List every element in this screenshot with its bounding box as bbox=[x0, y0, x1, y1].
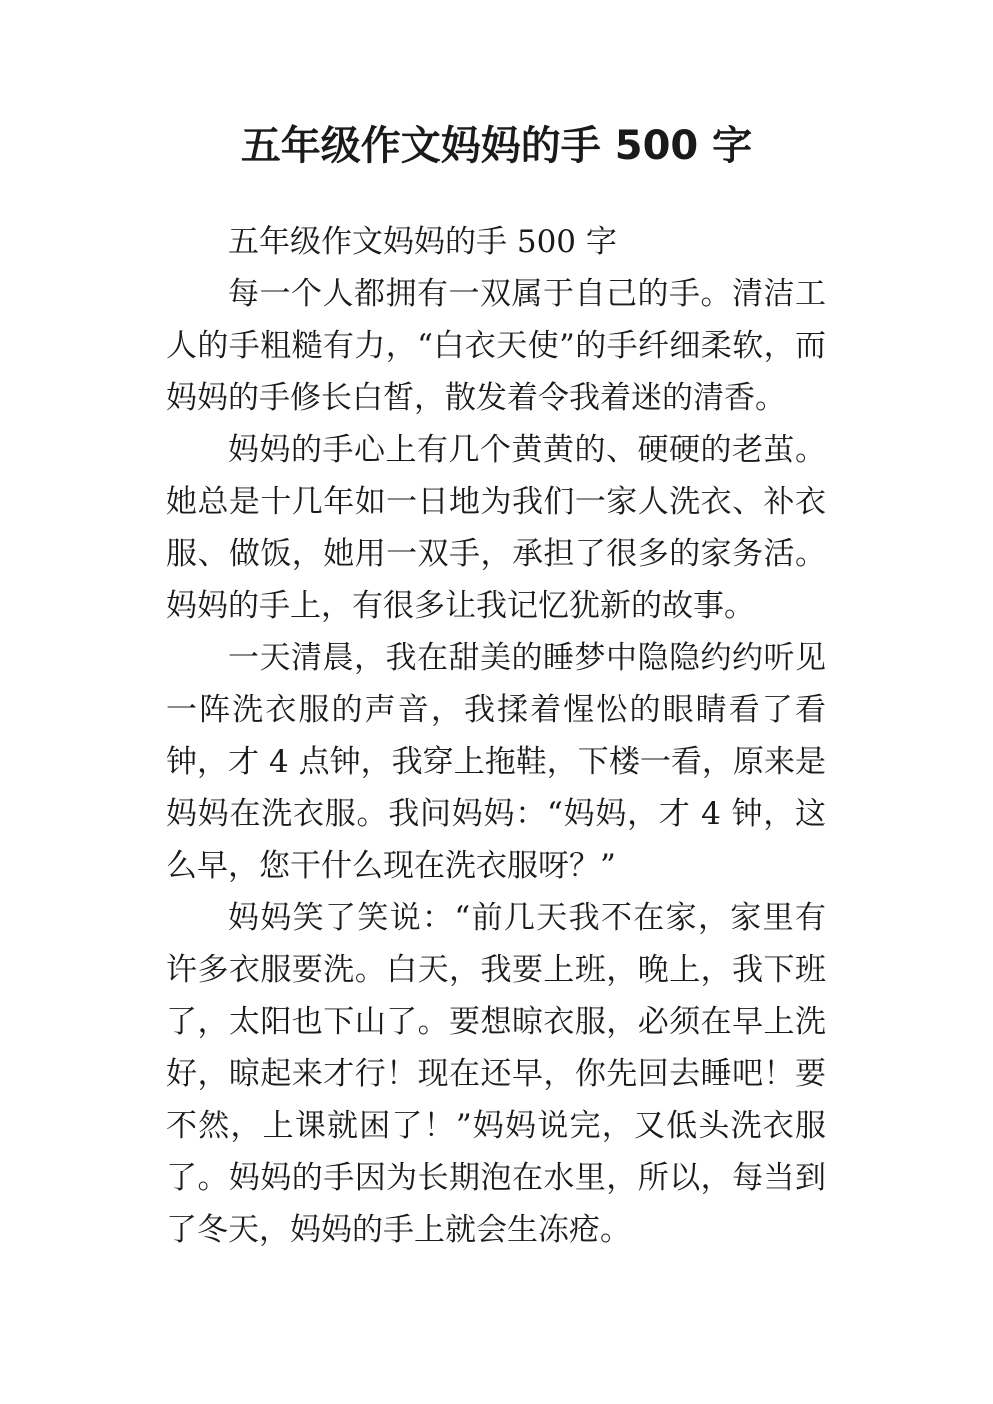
paragraph-subtitle: 五年级作文妈妈的手 500 字 bbox=[228, 224, 617, 260]
paragraph: 妈妈笑了笑说：“前几天我不在家，家里有许多衣服要洗。白天，我要上班，晚上，我下班了，太阳也下山了。要想晾衣服，必须在早上洗好，晾起来才行！现在还早，你先回去睡吧！要不然，上课就困了！”妈妈说完，又低头洗衣服了。妈妈的手因为长期泡在水里，所以，每当到了冬天，妈妈的手上就会生冻疮。 bbox=[166, 900, 826, 1248]
document-title: 五年级作文妈妈的手 500 字 bbox=[240, 123, 753, 169]
paragraph: 妈妈的手心上有几个黄黄的、硬硬的老茧。她总是十几年如一日地为我们一家人洗衣、补衣服、做饭，她用一双手，承担了很多的家务活。妈妈的手上，有很多让我记忆犹新的故事。 bbox=[166, 432, 826, 624]
paragraph: 每一个人都拥有一双属于自己的手。清洁工人的手粗糙有力，“白衣天使”的手纤细柔软，而妈妈的手修长白皙，散发着令我着迷的清香。 bbox=[166, 276, 826, 416]
document-body bbox=[166, 216, 826, 1256]
paragraph: 一天清晨，我在甜美的睡梦中隐隐约约听见一阵洗衣服的声音，我揉着惺忪的眼睛看了看钟，才 4 点钟，我穿上拖鞋，下楼一看，原来是妈妈在洗衣服。我问妈妈：“妈妈，才 4 钟，这么早，您干什么现在洗衣服呀？” bbox=[166, 640, 826, 884]
